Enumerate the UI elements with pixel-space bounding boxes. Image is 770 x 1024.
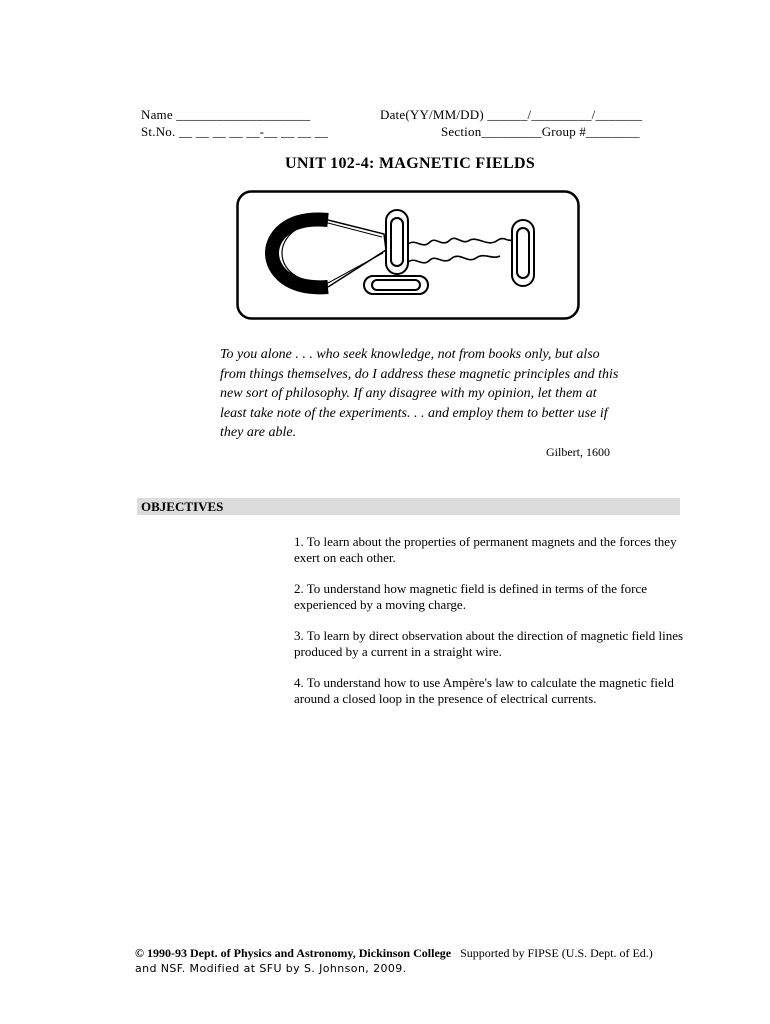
gilbert-quote bbox=[220, 345, 620, 443]
footer bbox=[135, 945, 695, 977]
footer-line-2: and NSF. Modified at SFU by S. Johnson, 2009. bbox=[135, 962, 407, 975]
footer-line-1 bbox=[135, 945, 695, 961]
objective-item: 4. To understand how to use Ampère's law to calculate the magnetic field around a closed loop in the presence of electrical currents. bbox=[294, 675, 674, 706]
date-field-line: Date(YY/MM/DD) ______/_________/_______ bbox=[380, 107, 643, 122]
magnet-paperclip-illustration bbox=[236, 190, 580, 320]
objective-item: 1. To learn about the properties of permanent magnets and the forces they exert on each other. bbox=[294, 534, 677, 565]
objective-item: 2. To understand how magnetic field is defined in terms of the force experienced by a moving charge. bbox=[294, 581, 647, 612]
page-title: UNIT 102-4: MAGNETIC FIELDS bbox=[284, 155, 536, 172]
name-field-line: Name ____________________ bbox=[141, 107, 311, 122]
section-group-line: Section_________Group #________ bbox=[441, 124, 640, 139]
objective-item: 3. To learn by direct observation about the direction of magnetic field lines produced by a current in a straight wire. bbox=[294, 628, 684, 659]
copyright-text: © 1990-93 Dept. of Physics and Astronomy, Dickinson College bbox=[135, 946, 452, 960]
objectives-heading: OBJECTIVES bbox=[137, 498, 680, 515]
student-number-line: St.No. __ __ __ __ __-__ __ __ __ bbox=[141, 124, 329, 139]
support-text: Supported by FIPSE (U.S. Dept. of Ed.) bbox=[460, 946, 653, 960]
quote-text: To you alone . . . who seek knowledge, not from books only, but also from things themselves, do I address these magnetic principles and this new sort of philosophy. If any disagree with my opinion, let them at least take note of the experiments. . . and employ them to better use if they are able. bbox=[220, 347, 619, 440]
quote-attribution: Gilbert, 1600 bbox=[546, 445, 610, 459]
objectives-list bbox=[294, 534, 684, 722]
